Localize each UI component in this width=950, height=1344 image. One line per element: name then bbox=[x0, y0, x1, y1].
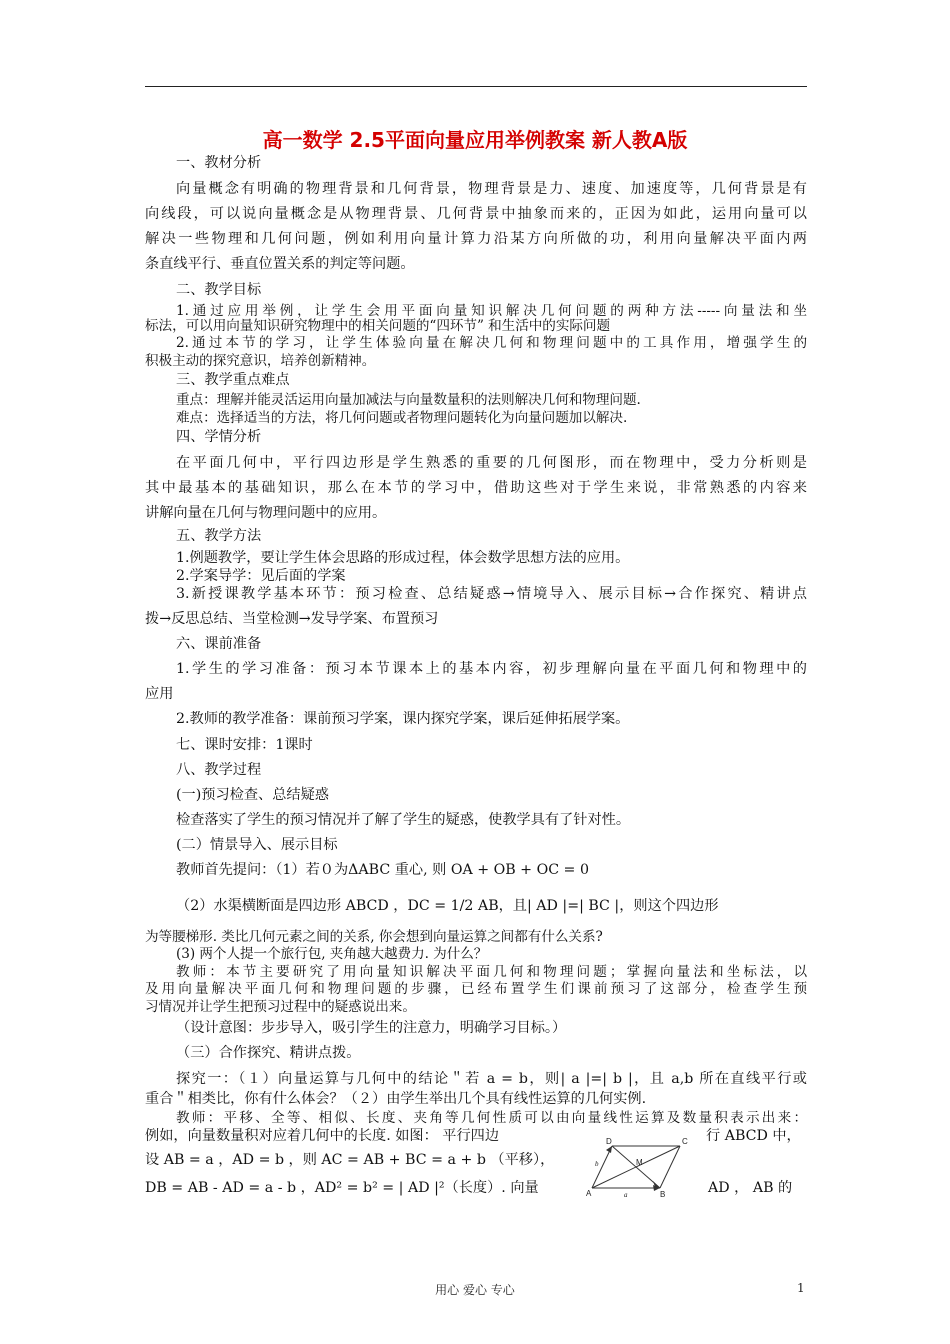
paragraph-line: 教师：本节主要研究了用向量知识解决平面几何和物理问题；掌握向量法和坐标法，以 bbox=[176, 964, 807, 980]
paragraph-line: 3.新授课教学基本环节：预习检查、总结疑惑→情境导入、展示目标→合作探究、精讲点 bbox=[176, 586, 807, 602]
paragraph-line: 其中最基本的基础知识，那么在本节的学习中，借助这些对于学生来说，非常熟悉的内容来 bbox=[145, 480, 807, 496]
paragraph-line: 2.通过本节的学习，让学生体验向量在解决几何和物理问题中的工具作用，增强学生的 bbox=[176, 335, 807, 351]
paragraph-line: 及用向量解决平面几何和物理问题的步骤，已经布置学生们课前预习了这部分，检查学生预 bbox=[145, 981, 807, 997]
paragraph-line: 2.学案导学：见后面的学案 bbox=[176, 568, 346, 584]
figure-label-a: A bbox=[586, 1189, 592, 1198]
subsection-heading: (一)预习检查、总结疑惑 bbox=[176, 787, 329, 803]
subsection-heading: （三）合作探究、精讲点拨。 bbox=[176, 1045, 361, 1061]
paragraph-line: 向线段，可以说向量概念是从物理背景、几何背景中抽象而来的，正因为如此，运用向量可以 bbox=[145, 206, 807, 222]
figure-label-d: D bbox=[606, 1137, 612, 1146]
figure-label-b: B bbox=[660, 1190, 666, 1199]
paragraph-line: 为等腰梯形. 类比几何元素之间的关系, 你会想到向量运算之间都有什么关系? bbox=[145, 929, 603, 945]
section-heading-1: 一、教材分析 bbox=[176, 155, 262, 171]
paragraph-line: 拨→反思总结、当堂检测→发导学案、布置预习 bbox=[145, 611, 439, 627]
paragraph-line: 重点：理解并能灵活运用向量加减法与向量数量积的法则解决几何和物理问题. bbox=[176, 392, 641, 408]
paragraph-line: 例如，向量数量积对应着几何中的长度. 如图： 平行四边 bbox=[145, 1128, 500, 1144]
section-heading-8: 八、教学过程 bbox=[176, 762, 262, 778]
paragraph-line: 习情况并让学生把预习过程中的疑惑说出来。 bbox=[145, 999, 416, 1015]
document-title: 高一数学 2.5平面向量应用举例教案 新人教A版 bbox=[262, 128, 688, 152]
paragraph-line: 2.教师的教学准备：课前预习学案，课内探究学案，课后延伸拓展学案。 bbox=[176, 711, 630, 727]
paragraph-line: 重合＂相类比，你有什么体会？（２）由学生举出几个具有线性运算的几何实例. bbox=[145, 1091, 647, 1107]
paragraph-line: 探究一：（１）向量运算与几何中的结论＂若 a = b，则| a |=| b |，且 a,b 所在直线平行或 bbox=[176, 1071, 807, 1087]
edge-bc bbox=[660, 1146, 680, 1188]
section-heading-5: 五、教学方法 bbox=[176, 528, 262, 544]
formula-line: 设 AB = a ，AD = b ，则 AC = AB + BC = a + b （平移）， bbox=[145, 1152, 555, 1168]
paragraph-line: 行 ABCD 中， bbox=[706, 1128, 801, 1144]
paragraph-line: 讲解向量在几何与物理问题中的应用。 bbox=[145, 505, 387, 521]
paragraph-line: 标法，可以用向量知识研究物理中的相关问题的“四环节” 和生活中的实际问题 bbox=[145, 318, 611, 334]
page-number: 1 bbox=[797, 1281, 805, 1295]
section-heading-4: 四、学情分析 bbox=[176, 429, 262, 445]
design-note: （设计意图：步步导入，吸引学生的注意力，明确学习目标。） bbox=[176, 1020, 567, 1036]
diagonal-db bbox=[612, 1146, 660, 1188]
paragraph-line: 条直线平行、垂直位置关系的判定等问题。 bbox=[145, 256, 415, 272]
parallelogram-figure bbox=[586, 1136, 696, 1200]
section-heading-6: 六、课前准备 bbox=[176, 636, 262, 652]
figure-label-c: C bbox=[682, 1137, 688, 1146]
paragraph-line: 难点：选择适当的方法，将几何问题或者物理问题转化为向量问题加以解决. bbox=[176, 410, 628, 426]
subsection-heading: (二）情景导入、展示目标 bbox=[176, 837, 338, 853]
question-line-1: 教师首先提问：（1）若０为ΔABC 重心, 则 OA + OB + OC = 0 bbox=[176, 862, 589, 878]
paragraph-line: 积极主动的探究意识，培养创新精神。 bbox=[145, 353, 376, 369]
paragraph-line: 应用 bbox=[145, 686, 174, 702]
paragraph-line: 向量概念有明确的物理背景和几何背景，物理背景是力、速度、加速度等，几何背景是有 bbox=[176, 181, 807, 197]
question-line-2: （2）水渠横断面是四边形 ABCD ，DC = 1/2 AB，且| AD |=| BC |，则这个四边形 bbox=[176, 898, 719, 914]
paragraph-line: 检查落实了学生的预习情况并了解了学生的疑惑，使教学具有了针对性。 bbox=[176, 812, 631, 828]
paragraph-line: 1.学生的学习准备：预习本节课本上的基本内容，初步理解向量在平面几何和物理中的 bbox=[176, 661, 807, 677]
paragraph-line: 1.通过应用举例，让学生会用平面向量知识解决几何问题的两种方法-----向量法和坐 bbox=[176, 303, 807, 319]
figure-label-b-vector: b bbox=[595, 1160, 599, 1168]
figure-label-m: M bbox=[636, 1158, 643, 1167]
section-heading-2: 二、教学目标 bbox=[176, 282, 262, 298]
section-heading-7: 七、课时安排：1课时 bbox=[176, 737, 313, 753]
header-rule bbox=[145, 86, 807, 87]
formula-line: DB = AB - AD = a - b ，AD² = b² = | AD |²（长度）. 向量 bbox=[145, 1180, 539, 1196]
paragraph-line: 1.例题教学，要让学生体会思路的形成过程，体会数学思想方法的应用。 bbox=[176, 550, 630, 566]
paragraph-line: (3) 两个人提一个旅行包, 夹角越大越费力. 为什么？ bbox=[176, 946, 488, 962]
paragraph-line: 教师：平移、全等、相似、长度、夹角等几何性质可以由向量线性运算及数量积表示出来： bbox=[176, 1110, 807, 1126]
paragraph-line: 在平面几何中，平行四边形是学生熟悉的重要的几何图形，而在物理中，受力分析则是 bbox=[176, 455, 807, 471]
section-heading-3: 三、教学重点难点 bbox=[176, 372, 290, 388]
figure-label-a-vector: a bbox=[624, 1191, 628, 1199]
page-footer: 用心 爱心 专心 bbox=[435, 1283, 515, 1297]
paragraph-line: 解决一些物理和几何问题，例如利用向量计算力沿某方向所做的功，利用向量解决平面内两 bbox=[145, 231, 807, 247]
formula-line: AD ， AB 的 bbox=[708, 1180, 793, 1196]
